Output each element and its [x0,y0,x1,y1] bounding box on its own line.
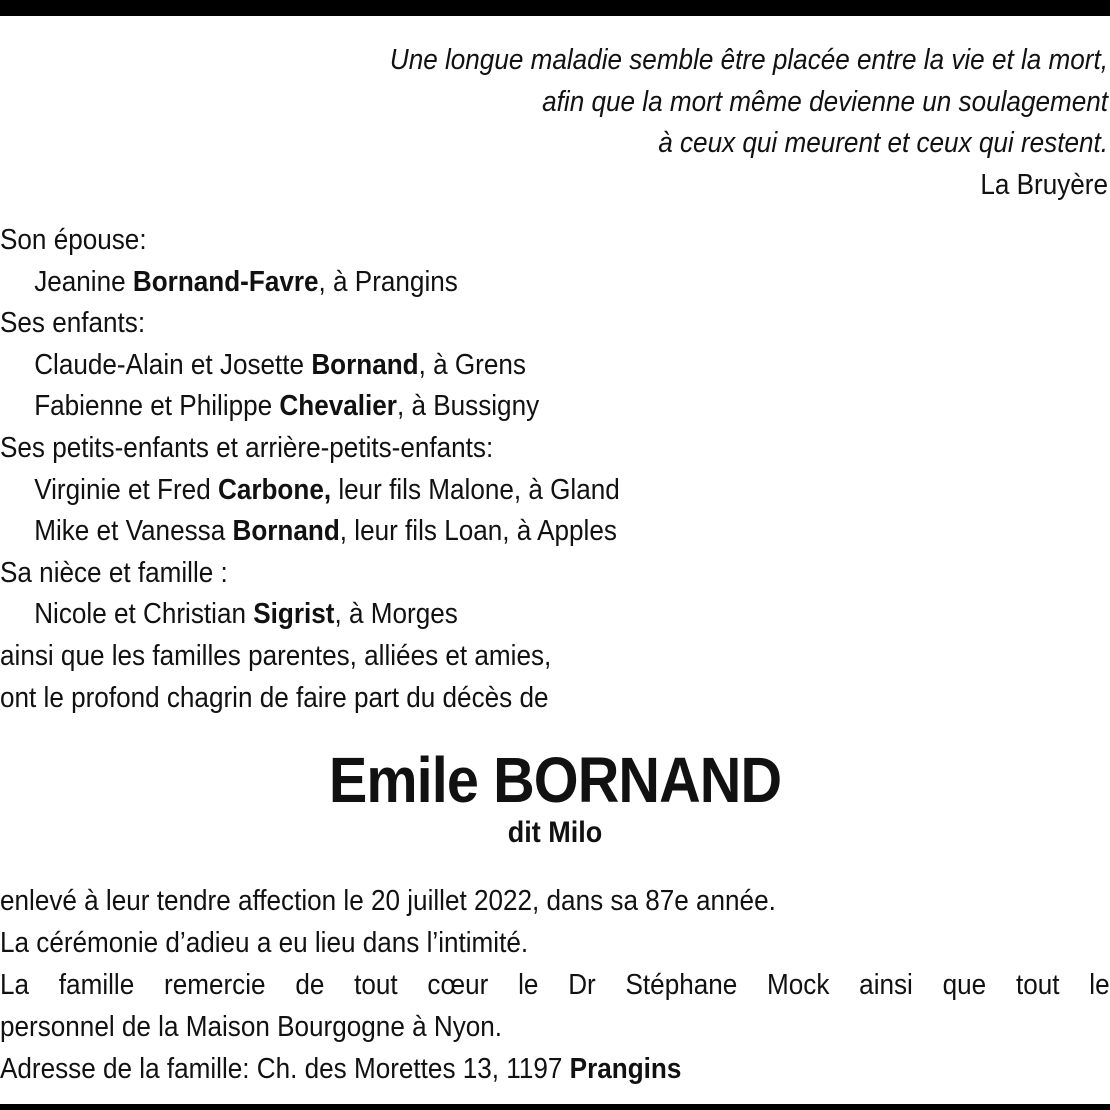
grandchild-entry [0,511,990,553]
thanks-word: famille [58,969,135,1001]
family-name: Carbone, [217,473,332,506]
niece-heading: Sa nièce et famille : [0,556,228,589]
family-name: Chevalier [279,390,397,423]
deceased-name: Emile BORNAND [328,744,782,816]
thanks-word: ainsi [859,969,913,1001]
place: , à Prangins [318,265,458,298]
bottom-border-rule [0,1104,1110,1110]
thanks-word: que [942,969,987,1001]
family-address-line [0,1048,999,1090]
first-names: Jeanine [34,265,126,298]
thanks-word: le [518,969,539,1001]
place: , à Morges [334,598,458,631]
quote-line: Une longue maladie semble être placée entre la vie et la mort, [389,44,1109,76]
ceremony-line: La cérémonie d’adieu a eu lieu dans l’intimité. [0,927,529,959]
first-names: Claude-Alain et Josette [34,348,305,381]
thanks-word: remercie [164,969,266,1001]
address-city: Prangins [569,1053,682,1085]
quote-author: La Bruyère [980,168,1108,201]
family-name: Bornand [232,515,340,548]
thanks-line [0,964,1110,1006]
death-date-line: enlevé à leur tendre affection le 20 juillet 2022, dans sa 87e année. [0,885,776,917]
relatives-line: ainsi que les familles parentes, alliées et amies, [0,639,552,672]
thanks-word: le [1089,969,1110,1001]
family-list [0,220,990,719]
thanks-word: tout [1015,969,1060,1001]
place: , à Grens [418,348,526,381]
place: , leur fils Loan, à Apples [339,515,617,548]
thanks-word: La [0,969,30,1001]
thanks-word: de [295,969,325,1001]
first-names: Fabienne et Philippe [34,390,273,423]
grandchildren-heading: Ses petits-enfants et arrière-petits-enfants: [0,431,494,464]
spouse-entry [0,262,990,304]
thanks-word: Mock [767,969,830,1001]
thanks-continuation-line: personnel de la Maison Bourgogne à Nyon. [0,1011,503,1043]
thanks-word: cœur [427,969,489,1001]
epigraph-quote [118,40,1108,206]
spouse-heading: Son épouse: [0,224,147,256]
child-entry [0,386,990,428]
quote-line: à ceux qui meurent et ceux qui restent. [658,127,1108,159]
thanks-word: tout [354,969,398,1001]
closing-text [0,880,1110,1090]
quote-line: afin que la mort même devienne un soulagement [542,85,1108,118]
family-name: Bornand-Favre [132,265,319,298]
thanks-word: Stéphane [625,969,738,1001]
children-heading: Ses enfants: [0,307,146,340]
niece-entry [0,594,990,636]
announcement-line: ont le profond chagrin de faire part du décès de [0,681,549,714]
first-names: Nicole et Christian [34,598,246,631]
address-text: Adresse de la famille: Ch. des Morettes 13, 1197 [0,1053,563,1085]
deceased-nickname: dit Milo [507,816,603,849]
family-name: Bornand [311,348,419,381]
first-names: Virginie et Fred [34,473,211,506]
grandchild-entry [0,470,990,512]
first-names: Mike et Vanessa [34,515,226,548]
child-entry [0,345,990,387]
place: leur fils Malone, à Gland [331,473,620,506]
place: , à Bussigny [396,390,540,423]
thanks-word: Dr [568,969,596,1001]
top-border-rule [0,0,1110,16]
family-name: Sigrist [253,598,335,631]
